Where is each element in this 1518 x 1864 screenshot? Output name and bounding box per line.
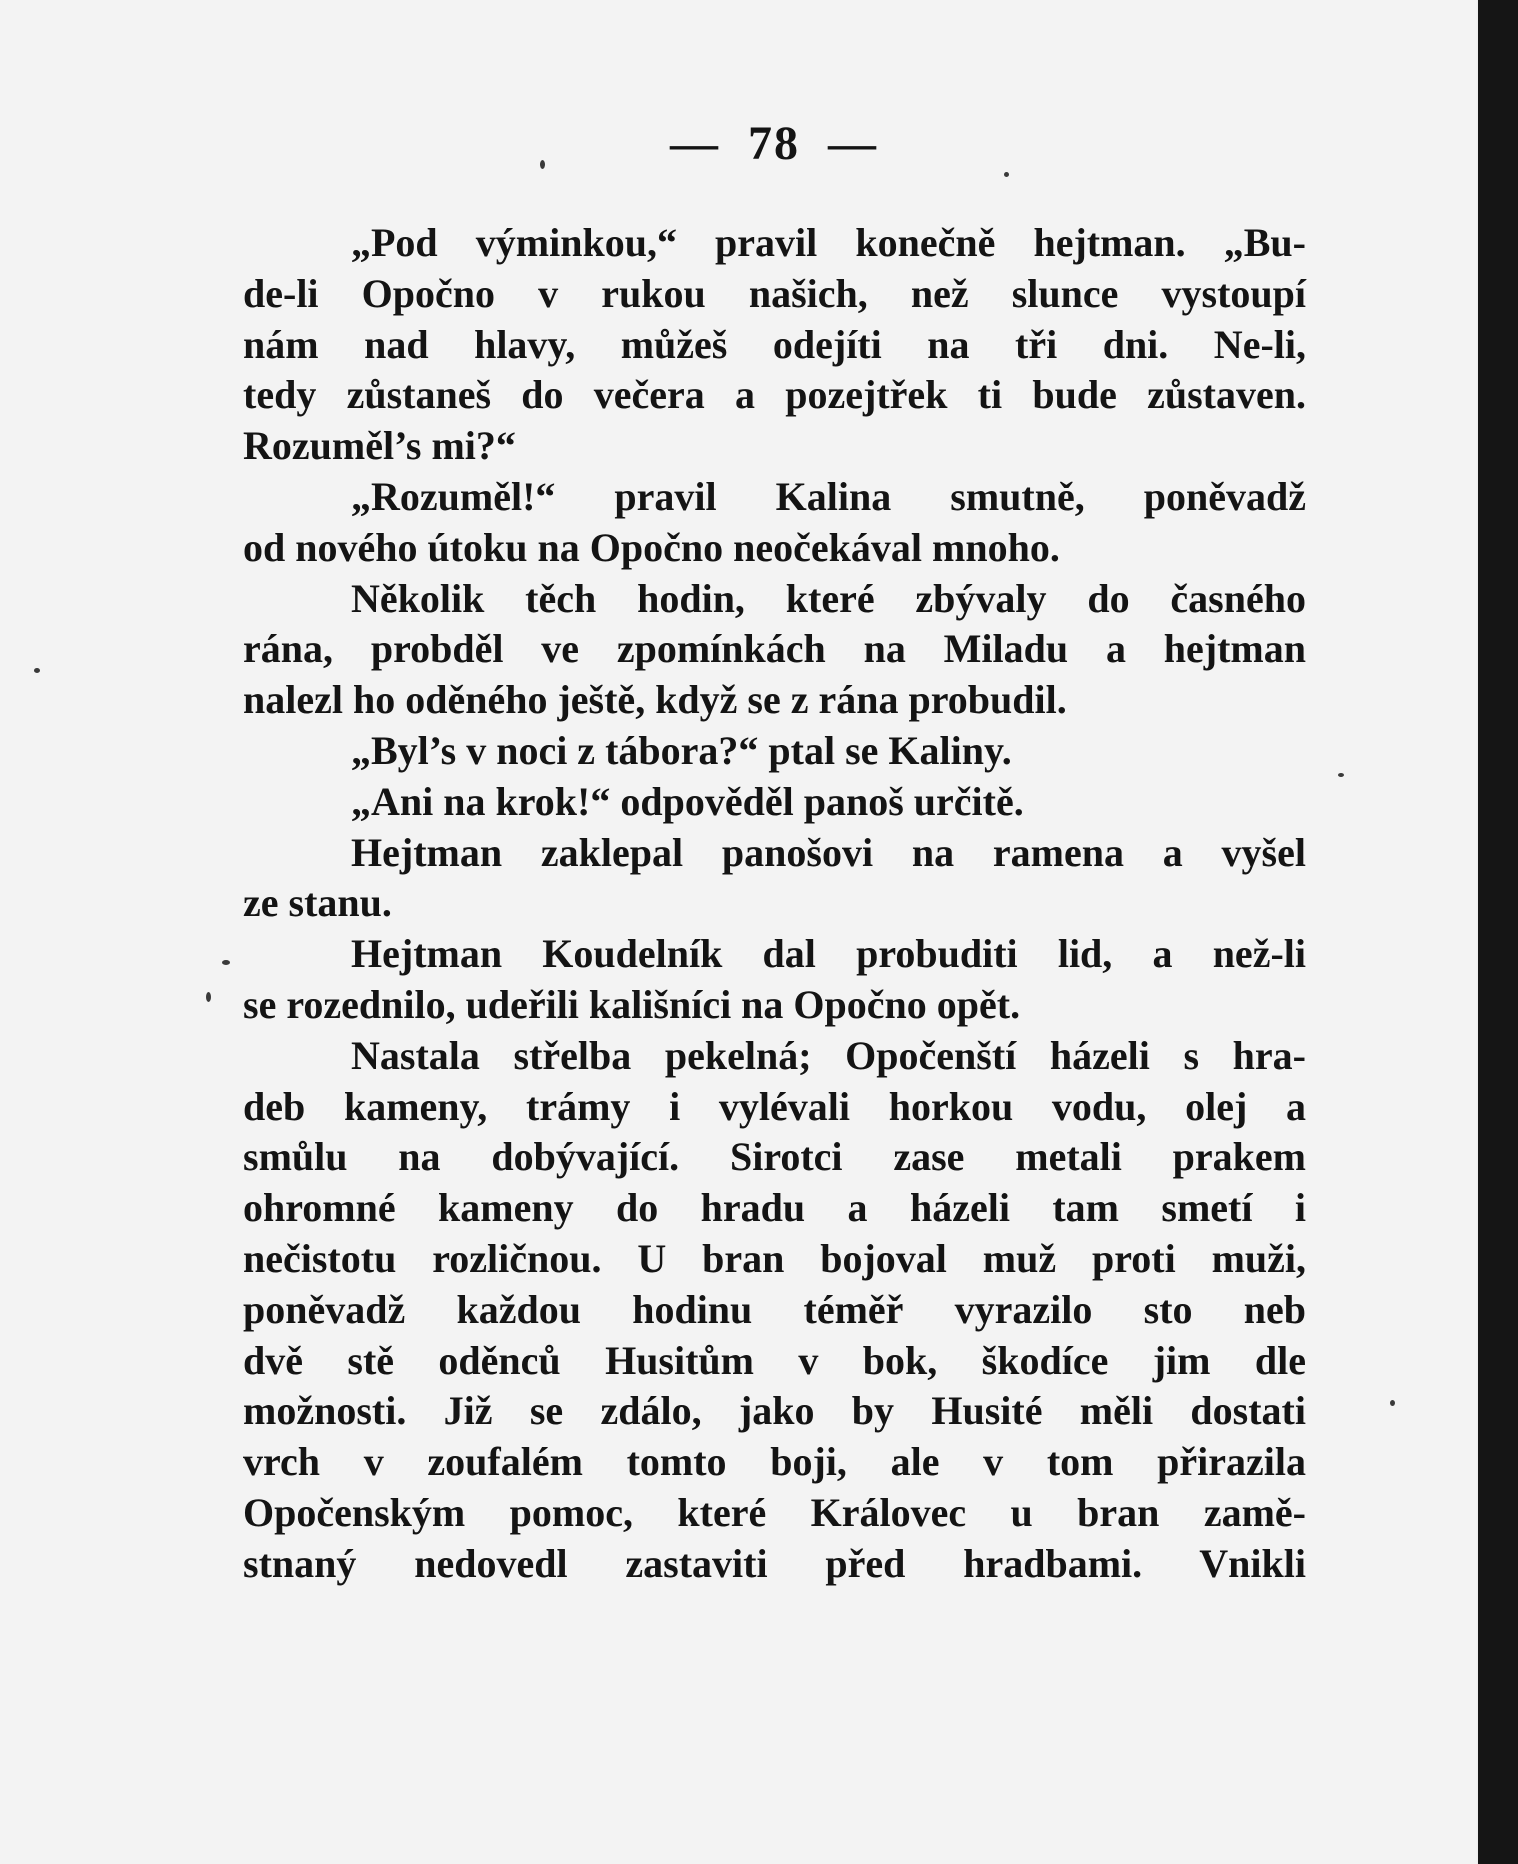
text-line: ohromné kameny do hradu a házeli tam smetí i bbox=[243, 1185, 1306, 1231]
text-line: dvě stě oděnců Husitům v bok, škodíce jim dle bbox=[243, 1337, 1306, 1383]
page-number: — 78 — bbox=[670, 117, 878, 170]
scan-speck bbox=[222, 960, 230, 965]
text-line: „Pod výminkou,“ pravil konečně hejtman. „Bu- bbox=[351, 220, 1306, 265]
text-line: smůlu na dobývající. Sirotci zase metali prakem bbox=[243, 1134, 1306, 1180]
scan-speck bbox=[540, 160, 545, 169]
scan-speck bbox=[1338, 773, 1344, 777]
text-line: „Byl’s v noci z tábora?“ ptal se Kaliny. bbox=[351, 727, 1012, 773]
text-line: Několik těch hodin, které zbývaly do časného bbox=[351, 575, 1306, 621]
text-line: nalezl ho oděného ještě, když se z rána probudil. bbox=[243, 677, 1067, 723]
text-line: ze stanu. bbox=[243, 880, 392, 926]
text-line: tedy zůstaneš do večera a pozejtřek ti bude zůstaven. bbox=[243, 372, 1306, 418]
scan-border bbox=[1478, 0, 1518, 1864]
scan-speck bbox=[1004, 172, 1009, 177]
text-line: rána, probděl ve zpomínkách na Miladu a hejtman bbox=[243, 626, 1306, 672]
text-line: Hejtman zaklepal panošovi na ramena a vyšel bbox=[351, 829, 1306, 875]
text-line: nečistotu rozličnou. U bran bojoval muž proti muži, bbox=[243, 1235, 1306, 1281]
text-line: možnosti. Již se zdálo, jako by Husité měli dostati bbox=[243, 1388, 1306, 1434]
text-line: Hejtman Koudelník dal probuditi lid, a než-li bbox=[351, 931, 1306, 977]
text-line: deb kameny, trámy i vylévali horkou vodu, olej a bbox=[243, 1083, 1306, 1129]
scan-speck bbox=[206, 992, 211, 1002]
text-line: „Ani na krok!“ odpověděl panoš určitě. bbox=[351, 778, 1024, 824]
text-line: vrch v zoufalém tomto boji, ale v tom přirazila bbox=[243, 1439, 1306, 1485]
body-text bbox=[243, 218, 1306, 1590]
text-line: Rozuměl’s mi?“ bbox=[243, 423, 516, 469]
scan-speck bbox=[34, 668, 40, 673]
text-line: se rozednilo, udeřili kališníci na Opočno opět. bbox=[243, 981, 1021, 1027]
text-line: Nastala střelba pekelná; Opočenští házeli s hra- bbox=[351, 1032, 1306, 1078]
text-line: nám nad hlavy, můžeš odejíti na tři dni. Ne-li, bbox=[243, 321, 1306, 367]
scan-speck bbox=[1390, 1400, 1395, 1406]
text-line: od nového útoku na Opočno neočekával mnoho. bbox=[243, 524, 1060, 570]
text-line: „Rozuměl!“ pravil Kalina smutně, poněvadž bbox=[351, 473, 1306, 519]
text-line: de-li Opočno v rukou našich, než slunce vystoupí bbox=[243, 270, 1306, 316]
text-line: stnaný nedovedl zastaviti před hradbami. Vnikli bbox=[243, 1540, 1306, 1586]
text-line: poněvadž každou hodinu téměř vyrazilo sto neb bbox=[243, 1286, 1306, 1332]
text-line: Opočenským pomoc, které Královec u bran zamě- bbox=[243, 1489, 1306, 1535]
